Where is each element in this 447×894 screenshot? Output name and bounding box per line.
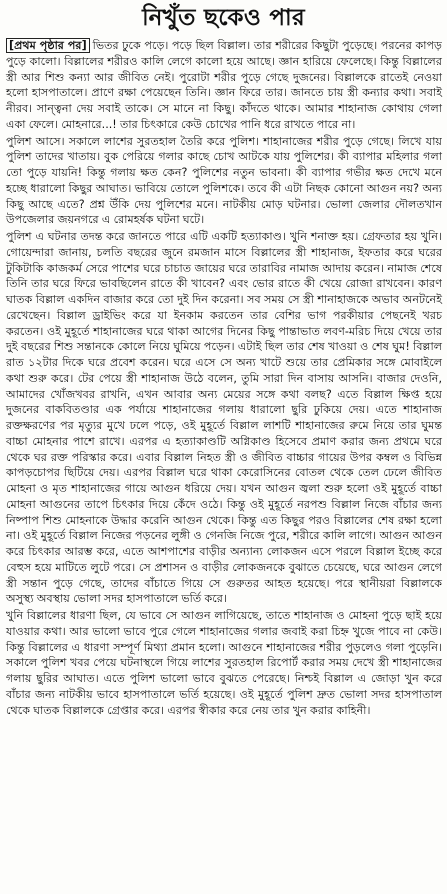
headline: নিখুঁত ছকেও পার xyxy=(142,5,305,31)
article-body xyxy=(6,38,442,719)
article-paragraph: পুলিশ এ ঘটনার তদন্ত করে জানতে পারে এটি একটি হত্যাকাণ্ড। খুনি শনাক্ত হয়। গ্রেফতার হয় খুনি। গোয়েন্দারা জানায়, চলতি বছরের জুনে রমজান মাসে বিল্লালের স্ত্রী শাহানাজ, ইফতার করে ঘরের টুকিটাকি কাজকর্ম সেরে পাশের ঘরে চাচাত জায়ের ঘরে তারাবির নামাজ আদায় করেন। নামাজ শেষে তিনি তার ঘরে ফিরে ভাবছিলেন রাতে কী খাবেন? এবং ভোর রাতে কী খেয়ে রোজা রাখবেন। কারণ ঘাতক বিল্লাল একদিন বাজার করে তো দুই দিন করেনা। সব সময় সে স্ত্রী শানাহাজকে অভাব অনটনেই রেখেছেন। বিল্লাল ড্রাইভিং করে যা ইনকাম করতেন তার বেশির ভাগ পরকীয়ার পেছনেই খরচ করতেন। ওই মুহূর্তে শাহানাজের ঘরে থাকা আগের দিনের কিছু পান্তাভাত লবণ-মরিচ দিয়ে খেয়ে তার দুই বছরের শিশু সন্তানকে কোলে নিয়ে ঘুমিয়ে পড়েন। এটাই ছিল তার শেষ খাওয়া ও শেষ ঘুম! বিল্লাল রাত ১২টার দিকে ঘরে প্রবেশ করেন। ঘরে এসে সে অন্য খাটে শুয়ে তার প্রেমিকার সঙ্গে মোবাইলে কথা শুরু করে। টের পেয়ে স্ত্রী শাহানাজ উঠে বলেন, তুমি সারা দিন বাসায় আসনি। বাজার দেওনি, আমাদের খোঁজখবর রাখনি, এখন আবার অন্য মেয়ের সঙ্গে কথা বলছ? এতে বিল্লাল ক্ষিপ্ত হয়ে দুজনের বাকবিতণ্ডার এক পর্যায়ে শাহানাজের গলায় ধারালো ছুরি ঢুকিয়ে দেয়। এতে শাহানাজ রক্তক্ষরণের পর মৃত্যুর মুখে ঢলে পড়ে, ওই মুহূর্তে বিল্লাল লাশটি শাহানাজের রুমে নিয়ে তার ঘুমন্ত বাচ্চা মোহনার পাশে রাখে। এরপর এ হত্যাকাণ্ডটি অগ্নিকাণ্ড হিসেবে প্রমাণ করার জন্য প্রথমে ঘরে থেকে ঘর রক্ত পরিস্কার করে। এবার বিল্লাল নিহত স্ত্রী ও জীবিত বাচ্চার গায়ের উপর কম্বল ও বিভিন্ন কাপড়চোপর ছিটিয়ে দেয়। এরপর বিল্লাল ঘরে থাকা কেরোসিনের বোতল থেকে তেল ঢেলে জীবিত মোহনা ও মৃত শাহানাজের গায়ে আগুন ধরিয়ে দেয়। যখন আগুন জ্বলা শুরু হলো ওই মুহূর্তে বাচ্চা মোহনা আগুনের তাপে চিৎকার দিয়ে কেঁদে ওঠে। কিন্তু ওই মুহূর্তে নরপশু বিল্লাল নিজে বাঁচার জন্য নিষ্পাপ শিশু মোহনাকে উদ্ধার করেনি আগুন থেকে। কিন্তু এত কিছুর পরও বিল্লালের শেষ রক্ষা হলো না। ওই মুহূর্তে বিল্লাল নিজের পড়নের লুঙ্গী ও গেনজি নিজে পুরে, শরীরে কালি লাগে। আগুন আগুন করে চিৎকার আরম্ভ করে, এতে আশপাশের বাড়ীর অন্যান্য লোকজন এসে পরলে বিল্লাল ইচ্ছে করে বেহুস হয়ে মাটিতে লুটে পরে। সে প্রশাসন ও বাড়ীর লোকজনকে বুঝাতে চেয়েছে, ঘরে আগুন লেগে স্ত্রী সন্তান পুড়ে গেছে, তাদের বাঁচাতে গিয়ে সে গুরুতর আহত হয়েছে। পরে স্থানীয়রা বিল্লালকে অসুস্থ্য অবস্থায় ভোলা সদর হাসপাতালে ভর্তি করে। xyxy=(6,230,442,606)
paragraph-text: ভিতর ঢুকে পড়ে। পড়ে ছিল বিল্লাল। তার শরীরের কিছুটা পুড়েছে। পরনের কাপড় পুড়ে কালো। বিল্লালের শরীরও কালি লেগে কালো হয়ে আছে। জ্ঞান হারিয়ে ফেলেছে। কিন্তু বিল্লালের স্ত্রী আর শিশু কন্যা আর জীবিত নেই। পুরোটা শরীর পুড়ে গেছে দুজনের। বিল্লালকে রাতেই নেওয়া হলো হাসপাতালে। প্রাণে রক্ষা পেয়েছেন তিনি। জ্ঞান ফিরে তার। জানতে চায় স্ত্রী কন্যার কথা। সবাই নীরব। সান্ত্বনা দেয় সবাই তাকে। সে মানে না কিছু। কাঁদতে থাকে। আমার শাহানাজ কোথায় গেলা একা ফেলে। মোহনারে...! তার চিৎকারে কেউ চোখের পানি ধরে রাখতে পারে না। xyxy=(6,39,442,131)
article-paragraph: খুনি বিল্লালের ধারণা ছিল, যে ভাবে সে আগুন লাগিয়েছে, তাতে শাহানাজ ও মোহনা পুড়ে ছাই হয়ে যাওয়ার কথা। আর ভালো ভাবে পুরে গেলে শাহানাজের গলার জবাই করা চিহ্ন খুজে পাবে না কেউ। কিন্তু বিল্লালের এ ধারণা সম্পূর্ণ মিথ্যা প্রমান হলো। আগুনে শাহানাজের শরীর পুড়লেও গলা পুড়েনি। সকালে পুলিশ খবর পেয়ে ঘটনাস্থলে গিয়ে লাশের সুরতহাল রিপোর্ট করার সময় দেখে স্ত্রী শাহানাজের গলায় ছুরির আঘাত। এতে পুলিশ ভালো ভাবে বুঝতে পেরেছে। নিশ্চই বিল্লাল এ জোড়া খুন করে বাঁচার জন্য নাটকীয় ভাবে হাসপাতালে ভর্তি হয়েছে। ওই মুহূর্তে পুলিশ দ্রুত ভোলা সদর হাসপাতাল থেকে ঘাতক বিল্লালকে গ্রেপ্তার করে। এরপর স্বীকার করে নেয় তার খুন করার কাহিনী। xyxy=(6,609,442,717)
article-paragraph xyxy=(6,38,442,133)
continued-from-front-page-label: [প্রথম পৃষ্ঠার পর] xyxy=(6,38,90,53)
article-paragraph: পুলিশ আসে। সকালে লাশের সুরতহাল তৈরি করে পুলিশ। শাহানাজের শরীর পুড়ে গেছে। লিখে যায় পুলিশ তাদের খাতায়। বুক পেরিয়ে গলার কাছে চোখ আটকে যায় পুলিশের। কী ব্যাপার মহিলার গলা তো পুড়ে যায়নি! কিন্তু গলায় ক্ষত কেন? পুলিশের নতুন ভাবনা। কী ব্যাপার গভীর ক্ষত দেখে মনে হচ্ছে ধারালো কিছুর আঘাত। ভাবিয়ে তোলে পুলিশকে। তবে কী এটা নিছক কোনো আগুন নয়? অন্য কিছু আছে এতে? প্রশ্ন উঁকি দেয় পুলিশের মনে। নাটকীয় মোড় ঘটনার। ভোলা জেলার দৌলতখান উপজেলার জয়নগরে এ রোমহর্ষক ঘটনা ঘটে। xyxy=(6,134,442,227)
